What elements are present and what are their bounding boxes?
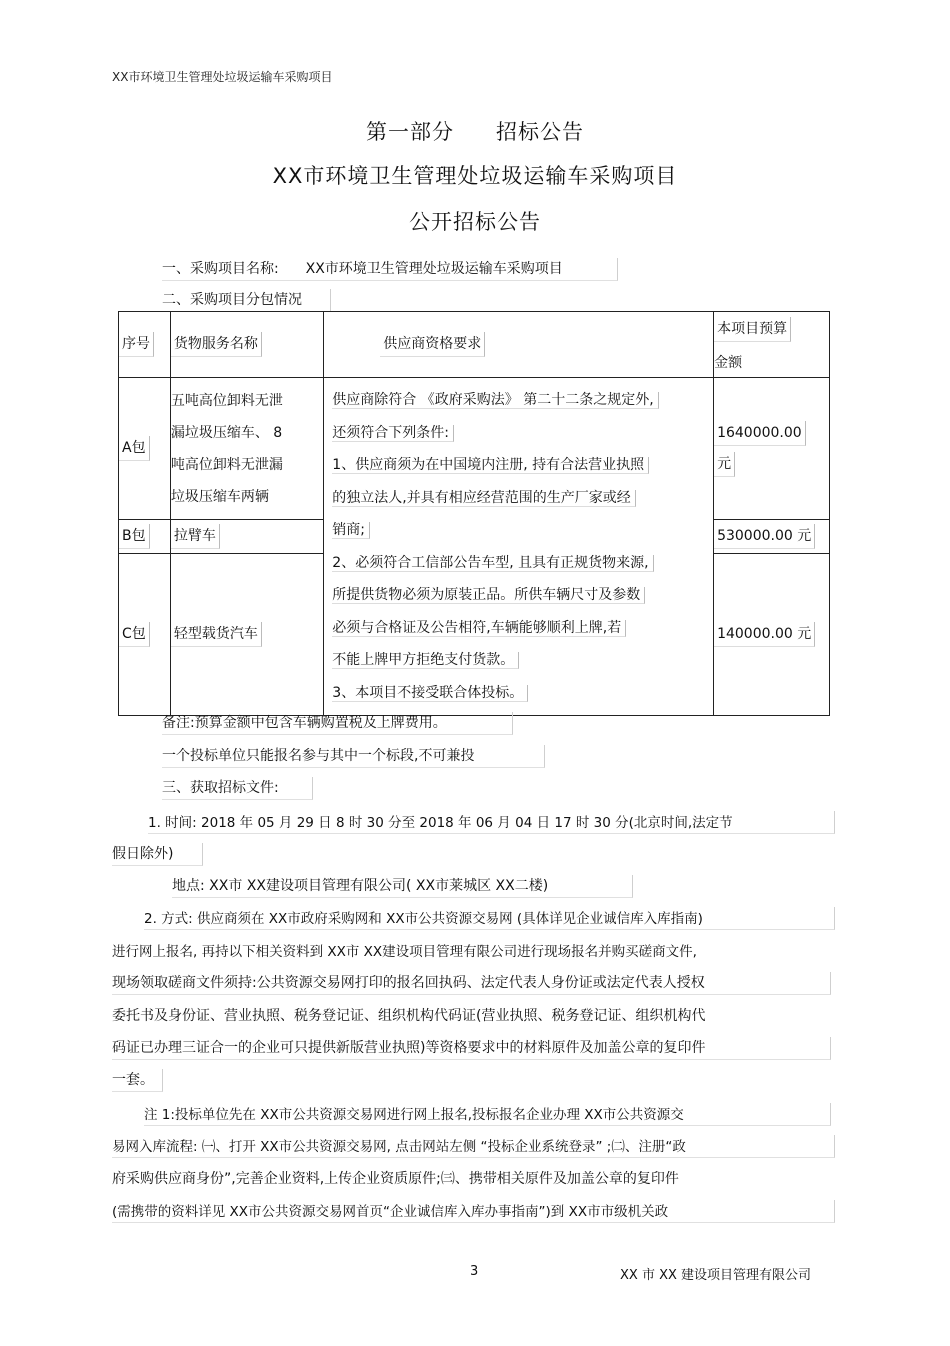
row-a-goods (170, 378, 323, 520)
project-name-line (162, 258, 618, 281)
row-b-index: B包 (119, 524, 150, 549)
row-c-goods: 轻型载货汽车 (171, 622, 262, 647)
requirement-line: 还须符合下列条件: (332, 417, 705, 450)
project-name-label: 一、采购项目名称: (162, 261, 279, 277)
row-b-goods: 拉臂车 (171, 524, 220, 549)
registration-note-line: 府采购供应商身份”,完善企业资料,上传企业资质原件;㈢、携带相关原件及加盖公章的复印件 (112, 1171, 679, 1187)
method-line: 码证已办理三证合一的企业可只提供新版营业执照)等资格要求中的材料原件及加盖公章的复印件 (112, 1037, 831, 1060)
requirement-line: 所提供货物必须为原装正品。所供车辆尺寸及参数 (332, 579, 705, 612)
row-a-goods-line: 吨高位卸料无泄漏 (170, 456, 283, 473)
row-a-budget-line1: 1640000.00 (714, 421, 806, 446)
requirements-cell (324, 378, 714, 716)
registration-note-line: 易网入库流程: ㈠、打开 XX市公共资源交易网, 点击网站左侧 “投标企业系统登录” ;㈡、注册“政 (112, 1135, 835, 1158)
part-label: 第一部分 (366, 120, 454, 144)
table-row-a (119, 378, 830, 520)
table-header-row (119, 312, 830, 378)
requirement-line: 必须与合格证及公告相符,车辆能够顺利上牌,若 (332, 612, 705, 645)
package-section-label: 二、采购项目分包情况 (162, 289, 331, 312)
section3-label: 三、获取招标文件: (162, 777, 313, 800)
requirement-line: 销商; (332, 514, 705, 547)
row-c-budget: 140000.00 元 (714, 622, 815, 647)
method-line: 一套。 (112, 1069, 163, 1092)
package-table (118, 311, 830, 716)
row-a-goods-line: 漏垃圾压缩车、 8 (170, 424, 283, 441)
row-a-index: A包 (119, 436, 150, 461)
footer-company: XX 市 XX 建设项目管理有限公司 (620, 1268, 812, 1283)
row-a-budget-line2: 元 (714, 452, 735, 477)
time-line-2: 假日除外) (112, 843, 203, 866)
header-requirements: 供应商资格要求 (380, 332, 485, 357)
row-a-goods-line: 五吨高位卸料无泄 (170, 392, 283, 409)
header-budget-line2: 金额 (714, 355, 743, 371)
requirement-line: 3、本项目不接受联合体投标。 (332, 677, 705, 710)
requirement-line: 1、供应商须为在中国境内注册, 持有合法营业执照 (332, 449, 705, 482)
project-name-value: XX市环境卫生管理处垃圾运输车采购项目 (305, 261, 563, 277)
header-goods: 货物服务名称 (171, 332, 262, 357)
method-line: 2. 方式: 供应商须在 XX市政府采购网和 XX市公共资源交易网 (具体详见企业诚信库入库指南) (144, 907, 835, 930)
header-index: 序号 (119, 332, 154, 357)
requirement-line: 不能上牌甲方拒绝支付货款。 (332, 644, 705, 677)
requirement-line: 的独立法人,并具有相应经营范围的生产厂家或经 (332, 482, 705, 515)
row-c-index: C包 (119, 622, 150, 647)
method-line: 进行网上报名, 再持以下相关资料到 XX市 XX建设项目管理有限公司进行现场报名并购买磋商文件, (112, 944, 697, 960)
row-a-budget (714, 378, 830, 520)
one-bid-note: 一个投标单位只能报名参与其中一个标段,不可兼投 (162, 745, 545, 768)
requirement-line: 供应商除符合 《政府采购法》 第二十二条之规定外, (332, 384, 705, 417)
project-title: XX市环境卫生管理处垃圾运输车采购项目 (272, 164, 678, 188)
method-line: 现场领取磋商文件须持:公共资源交易网打印的报名回执码、法定代表人身份证或法定代表人授权 (112, 972, 831, 995)
requirement-line: 2、必须符合工信部公告车型, 且具有正规货物来源, (332, 547, 705, 580)
running-header: XX市环境卫生管理处垃圾运输车采购项目 (112, 70, 333, 84)
time-line-1: 1. 时间: 2018 年 05 月 29 日 8 时 30 分至 2018 年 06 月 04 日 17 时 30 分(北京时间,法定节 (148, 811, 835, 834)
registration-note-line: 注 1:投标单位先在 XX市公共资源交易网进行网上报名,投标报名企业办理 XX市公共资源交 (144, 1103, 831, 1126)
budget-remark: 备注:预算金额中包含车辆购置税及上牌费用。 (162, 712, 513, 735)
location-line: 地点: XX市 XX建设项目管理有限公司( XX市莱城区 XX二楼) (172, 875, 633, 898)
header-budget-line1: 本项目预算 (714, 317, 791, 342)
registration-note-line: (需携带的资料详见 XX市公共资源交易网首页“企业诚信库入库办事指南”)到 XX市市级机关政 (112, 1200, 835, 1223)
part-heading (0, 116, 950, 146)
method-line: 委托书及身份证、营业执照、税务登记证、组织机构代码证(营业执照、税务登记证、组织机构代 (112, 1008, 706, 1024)
part-title: 招标公告 (496, 120, 584, 144)
row-b-budget: 530000.00 元 (714, 524, 815, 549)
page-number: 3 (470, 1264, 479, 1279)
notice-title: 公开招标公告 (409, 210, 541, 234)
row-a-goods-line: 垃圾压缩车两辆 (170, 488, 269, 505)
